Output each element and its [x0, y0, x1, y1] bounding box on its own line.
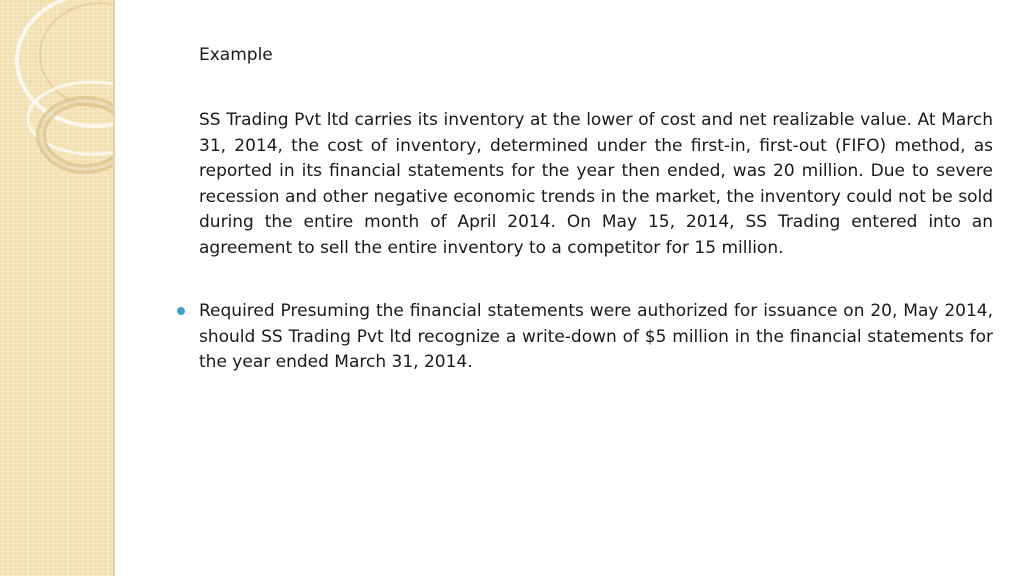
decorative-rings-graphic: [0, 0, 113, 576]
bullet-icon: [177, 307, 185, 315]
panel-divider: [113, 0, 115, 576]
slide-heading: Example: [199, 45, 273, 65]
decorative-side-panel: [0, 0, 113, 576]
bullet-question-text: Required Presuming the financial statements were authorized for issuance on 20, May 2014, should SS Trading Pvt ltd recognize a write-down of $5 million in the financial statements for the year ended March 31, 2014.: [199, 301, 993, 373]
example-paragraph: SS Trading Pvt ltd carries its inventory at the lower of cost and net realizable value. At March 31, 2014, the cost of inventory, determined under the first-in, first-out (FIFO) method, as reported in its financial statements for the year then ended, was 20 million. Due to severe recession and other negative economic trends in the market, the inventory could not be sold during the entire month of April 2014. On May 15, 2014, SS Trading entered into an agreement to sell the entire inventory to a competitor for 15 million.: [199, 110, 993, 258]
